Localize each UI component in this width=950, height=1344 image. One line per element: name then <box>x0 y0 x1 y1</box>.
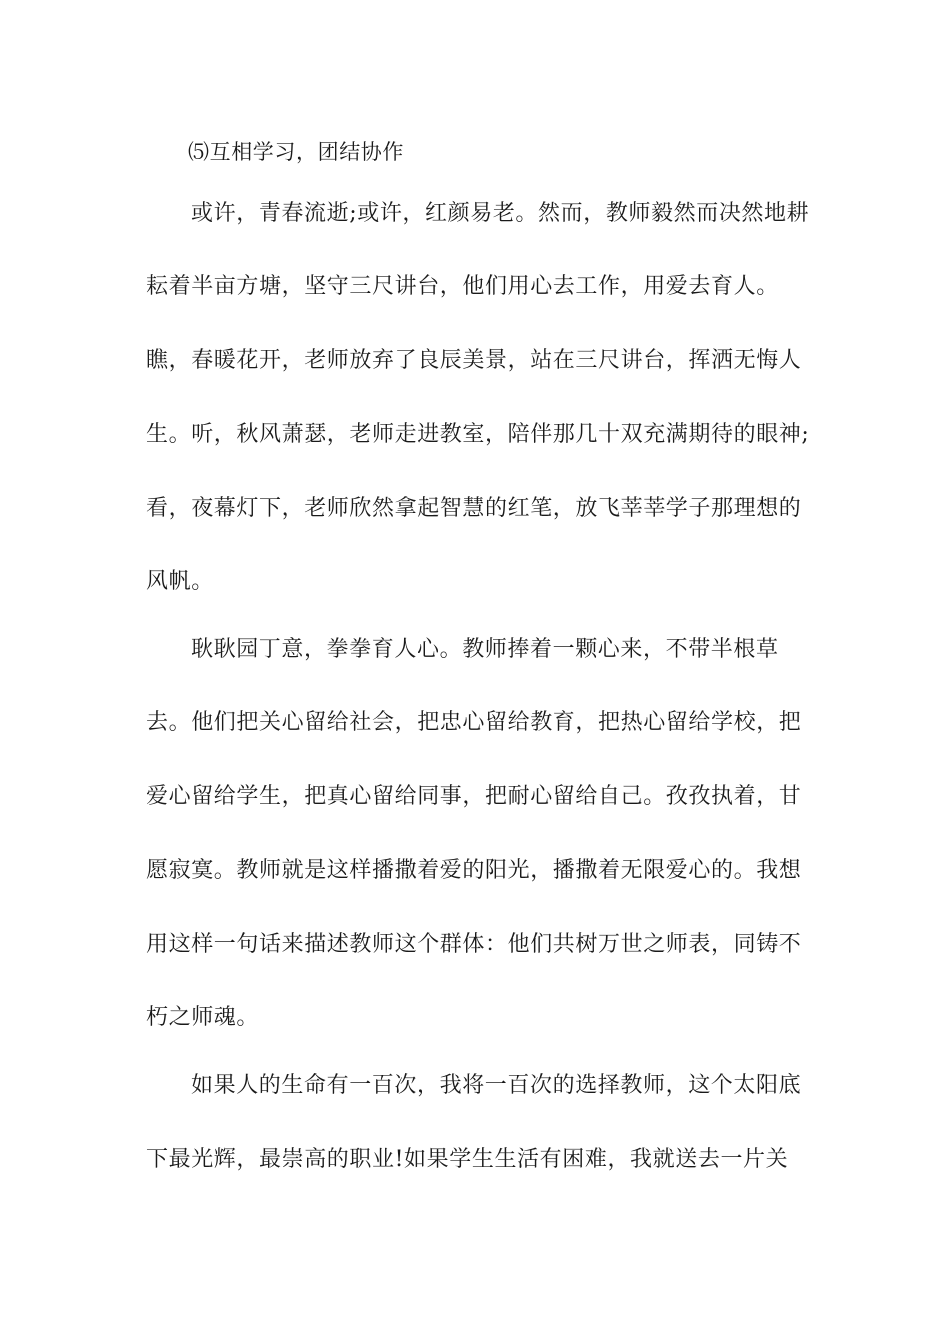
paragraph-line: 或许，青春流逝;或许，红颜易老。然而，教师毅然而决然地耕 <box>191 201 810 226</box>
paragraph-line: 看，夜幕灯下，老师欣然拿起智慧的红笔，放飞莘莘学子那理想的 <box>146 496 802 521</box>
paragraph-line: 耘着半亩方塘，坚守三尺讲台，他们用心去工作，用爱去育人。 <box>146 274 779 299</box>
paragraph-line: 耿耿园丁意，拳拳育人心。教师捧着一颗心来，不带半根草 <box>191 637 779 662</box>
paragraph-line: 用这样一句话来描述教师这个群体：他们共树万世之师表，同铸不 <box>146 932 802 957</box>
paragraph-line: 生。听，秋风萧瑟，老师走进教室，陪伴那几十双充满期待的眼神; <box>146 422 810 447</box>
section-heading: ⑸互相学习，团结协作 <box>188 140 404 164</box>
paragraph-line: 风帆。 <box>146 569 214 594</box>
paragraph-line: 瞧，春暖花开，老师放弃了良辰美景，站在三尺讲台，挥洒无悔人 <box>146 348 802 373</box>
paragraph-line: 愿寂寞。教师就是这样播撒着爱的阳光，播撒着无限爱心的。我想 <box>146 858 802 883</box>
paragraph-line: 下最光辉，最崇高的职业!如果学生生活有困难，我就送去一片关 <box>146 1147 789 1172</box>
paragraph-line: 朽之师魂。 <box>146 1005 260 1030</box>
paragraph-line: 爱心留给学生，把真心留给同事，把耐心留给自己。孜孜执着，甘 <box>146 784 802 809</box>
paragraph-line: 去。他们把关心留给社会，把忠心留给教育，把热心留给学校，把 <box>146 710 802 735</box>
paragraph-line: 如果人的生命有一百次，我将一百次的选择教师，这个太阳底 <box>191 1073 802 1098</box>
